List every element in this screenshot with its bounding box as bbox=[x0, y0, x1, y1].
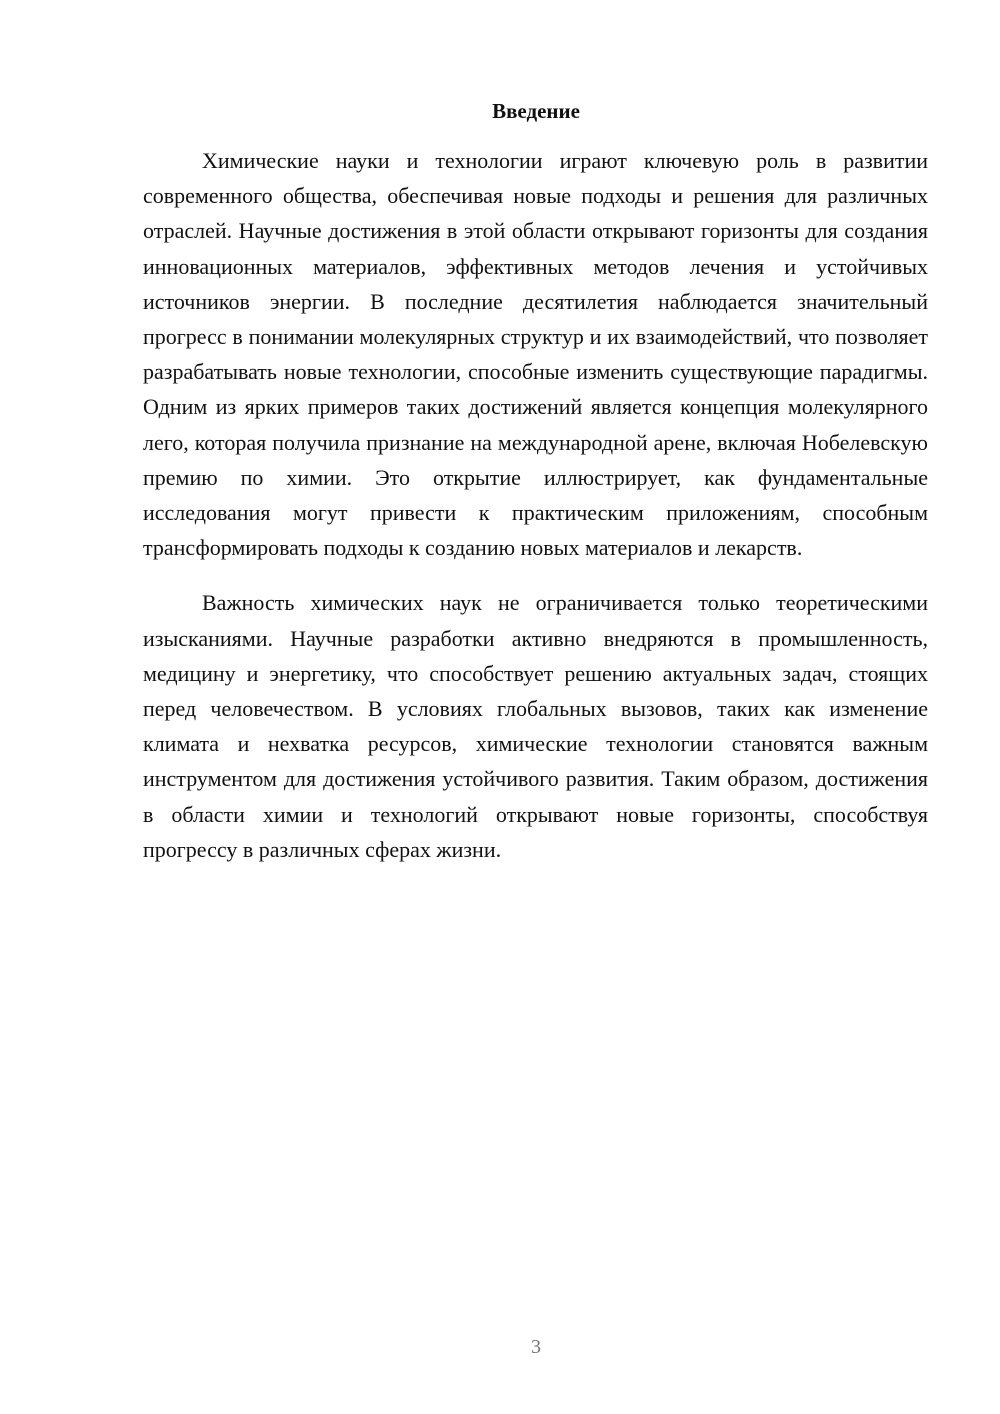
paragraph-2: Важность химических наук не ограничивается только теоретическими изысканиями. Научные разработки активно внедряются в промышленность, медицину и энергетику, что способствует решению актуальных задач, стоящих перед человечеством. В условиях глобальных вызовов, таких как изменение климата и нехватка ресурсов, химические технологии становятся важным инструментом для достижения устойчивого развития. Таким образом, достижения в области химии и технологий открывают новые горизонты, способствуя прогрессу в различных сферах жизни. bbox=[143, 590, 928, 862]
page-number: 3 bbox=[531, 1336, 541, 1358]
paragraph-1: Химические науки и технологии играют ключевую роль в развитии современного общества, обеспечивая новые подходы и решения для различных отраслей. Научные достижения в этой области открывают горизонты для создания инновационных материалов, эффективных методов лечения и устойчивых источников энергии. В последние десятилетия наблюдается значительный прогресс в понимании молекулярных структур и их взаимодействий, что позволяет разрабатывать новые технологии, способные изменить существующие парадигмы. Одним из ярких примеров таких достижений является концепция молекулярного лего, которая получила признание на международной арене, включая Нобелевскую премию по химии. Это открытие иллюстрирует, как фундаментальные исследования могут привести к практическим приложениям, способным трансформировать подходы к созданию новых материалов и лекарств. bbox=[143, 148, 928, 561]
body-text bbox=[143, 143, 928, 867]
section-title: Введение bbox=[492, 99, 580, 123]
